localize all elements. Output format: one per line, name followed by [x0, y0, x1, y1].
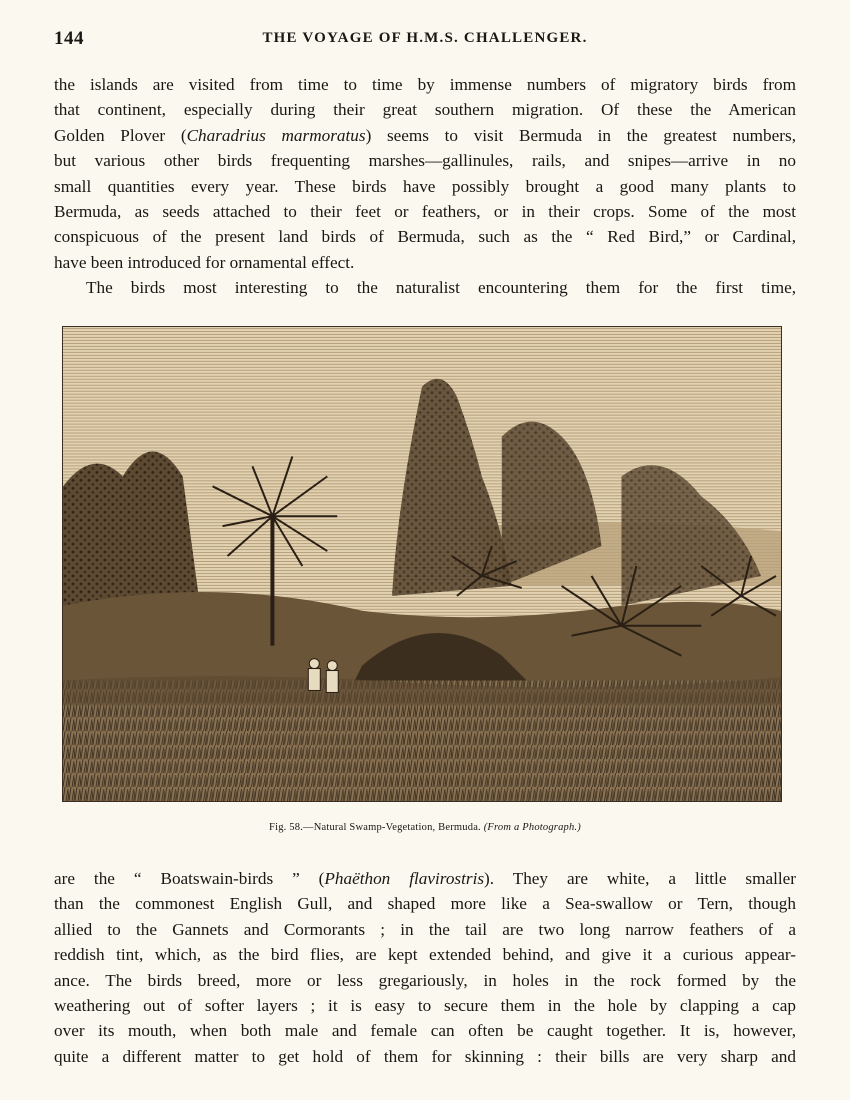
- figure-caption-text: —Natural Swamp-Vegetation, Bermuda.: [303, 822, 481, 833]
- engraving-illustration: [63, 327, 781, 801]
- body-paragraph-bottom: [54, 866, 796, 1069]
- body-paragraph-top: [54, 72, 796, 301]
- figure-caption: [0, 822, 850, 833]
- text-line: Bermuda, as seeds attached to their feet or feathers, or in their crops. Some of the most: [54, 201, 796, 221]
- text-line-with-species: [54, 866, 796, 891]
- text-line: the islands are visited from time to time by immense numbers of migratory birds from: [54, 75, 796, 94]
- text-fragment: are the “ Boatswain-birds ” (: [54, 869, 325, 888]
- swamp-vegetation-engraving: [62, 326, 782, 802]
- text-line: have been introduced for ornamental effect.: [54, 252, 355, 272]
- text-line: that continent, especially during their great southern migration. Of these the American: [54, 100, 796, 120]
- text-line: weathering out of softer layers ; it is easy to secure them in the hole by clapping a cap: [54, 995, 796, 1015]
- text-line: than the commonest English Gull, and shaped more like a Sea-swallow or Tern, though: [54, 894, 796, 914]
- text-line: small quantities every year. These birds have possibly brought a good many plants to: [54, 176, 796, 196]
- text-fragment: ). They are white, a little smaller: [484, 869, 796, 888]
- text-line: reddish tint, which, as the bird flies, are kept extended behind, and give it a curious appear-: [54, 945, 796, 965]
- figure-number: Fig. 58.: [269, 822, 304, 833]
- figure-source: (From a Photograph.): [483, 822, 581, 833]
- text-fragment: Golden Plover (: [54, 125, 187, 145]
- text-line: ance. The birds breed, more or less gregariously, in holes in the rock formed by the: [54, 970, 796, 990]
- text-line: conspicuous of the present land birds of Bermuda, such as the “ Red Bird,” or Cardinal,: [54, 227, 796, 247]
- text-line: allied to the Gannets and Cormorants ; in the tail are two long narrow feathers of a: [54, 919, 796, 939]
- text-line: but various other birds frequenting marshes—gallinules, rails, and snipes—arrive in no: [54, 151, 796, 171]
- species-name-plover: Charadrius marmoratus: [186, 125, 366, 145]
- species-name-boatswain: Phaëthon flavirostris: [324, 869, 485, 888]
- text-line: The birds most interesting to the naturalist encountering them for the first time,: [86, 278, 796, 298]
- text-line-with-species: [54, 123, 796, 148]
- text-fragment: ) seems to visit Bermuda in the greatest numbers,: [365, 125, 796, 145]
- text-line: quite a different matter to get hold of them for skinning : their bills are very sharp and: [54, 1046, 796, 1066]
- running-title: THE VOYAGE OF H.M.S. CHALLENGER.: [262, 30, 588, 46]
- page-number: 144: [54, 28, 84, 49]
- page-header: [54, 28, 796, 54]
- text-line: over its mouth, when both male and female can often be caught together. It is, however,: [54, 1021, 796, 1041]
